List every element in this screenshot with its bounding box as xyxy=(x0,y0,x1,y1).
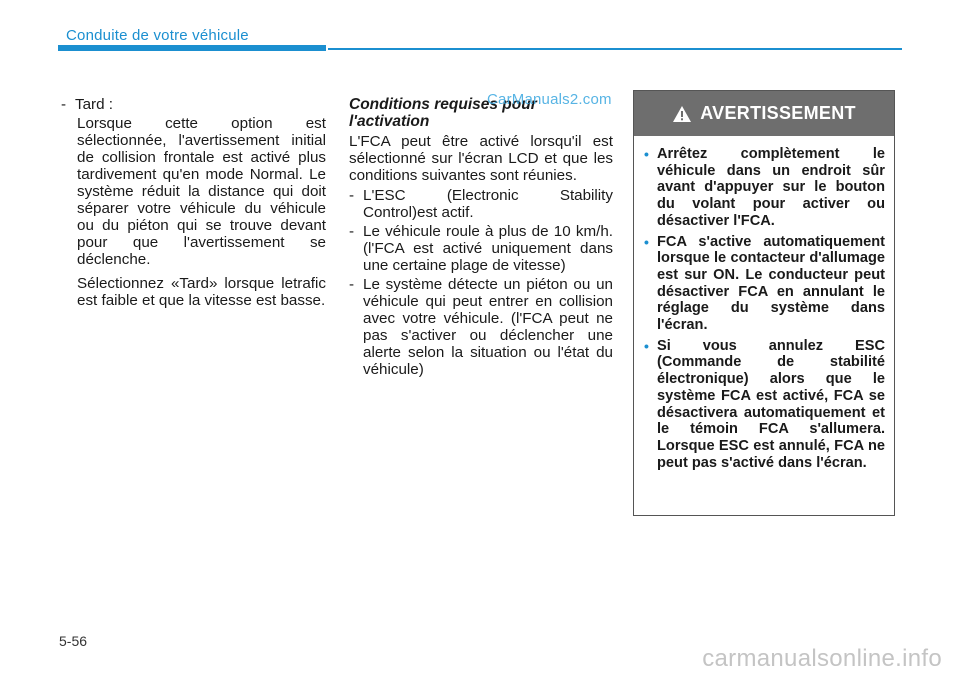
condition-item xyxy=(349,187,613,221)
header-rule xyxy=(328,48,902,50)
condition-list xyxy=(349,187,613,378)
bullet-icon: • xyxy=(644,233,649,250)
warning-heading: AVERTISSEMENT xyxy=(700,103,856,123)
header-accent-bar xyxy=(58,45,326,51)
section-header-title: Conduite de votre véhicule xyxy=(66,27,249,44)
watermark: CarManuals2.com xyxy=(487,91,612,108)
condition-text: Le système détecte un piéton ou un véhicule qui peut entrer en collision avec votre véhicule. (l'FCA peut ne pas s'activer ou déclencher une alerte selon la situation ou l'état du véhicule) xyxy=(363,276,613,378)
footer-watermark: carmanualsonline.info xyxy=(702,645,942,672)
condition-item xyxy=(349,276,613,378)
middle-column xyxy=(349,96,613,380)
warning-triangle-icon xyxy=(672,105,692,123)
option-label: Tard : xyxy=(75,96,113,113)
page-number: 5-56 xyxy=(59,633,88,649)
option-description: Lorsque cette option est sélectionnée, l'avertissement initial de collision frontale est activé plus tardivement qu'en mode Normal. Le système réduit la distance qui doit séparer votre véhicule du véhicule ou du piéton qui se trouve devant pour que l'avertissement se déclenche. xyxy=(77,115,326,268)
option-recommendation: Sélectionnez «Tard» lorsque letrafic est faible et que la vitesse est basse. xyxy=(77,275,326,309)
section-title: Conditions requises pour l'activation xyxy=(349,96,537,130)
dash-marker: - xyxy=(349,223,355,240)
warning-item xyxy=(644,234,885,334)
condition-item xyxy=(349,223,613,274)
warning-text: Si vous annulez ESC (Commande de stabilité électronique) alors que le système FCA est activé, FCA se désactivera automatiquement et le témoin FCA s'allumera. Lorsque ESC est annulé, FCA ne peut pas s'activé dans l'écran. xyxy=(657,337,885,471)
left-column xyxy=(61,96,326,309)
dash-marker: - xyxy=(61,96,67,113)
intro-paragraph: L'FCA peut être activé lorsqu'il est sélectionné sur l'écran LCD et que les conditions suivantes sont réunies. xyxy=(349,133,613,184)
condition-text: L'ESC (Electronic Stability Control)est actif. xyxy=(363,187,613,221)
condition-text: Le véhicule roule à plus de 10 km/h. (l'FCA est activé uniquement dans une certaine plage de vitesse) xyxy=(363,223,613,274)
warning-item xyxy=(644,146,885,230)
dash-marker: - xyxy=(349,276,355,293)
warning-list xyxy=(634,136,894,471)
warning-box xyxy=(633,90,895,516)
option-item-tard xyxy=(61,96,326,113)
bullet-icon: • xyxy=(644,337,649,354)
warning-text: Arrêtez complètement le véhicule dans un endroit sûr avant d'appuyer sur le bouton du volant pour activer ou désactiver l'FCA. xyxy=(657,146,885,229)
bullet-icon: • xyxy=(644,146,649,162)
dash-marker: - xyxy=(349,187,355,204)
warning-text: FCA s'active automatiquement lorsque le contacteur d'allumage est sur ON. Le conducteur peut désactiver FCA en annulant le réglage du système dans l'écran. xyxy=(657,233,885,334)
warning-item xyxy=(644,338,885,472)
warning-header xyxy=(634,91,894,136)
